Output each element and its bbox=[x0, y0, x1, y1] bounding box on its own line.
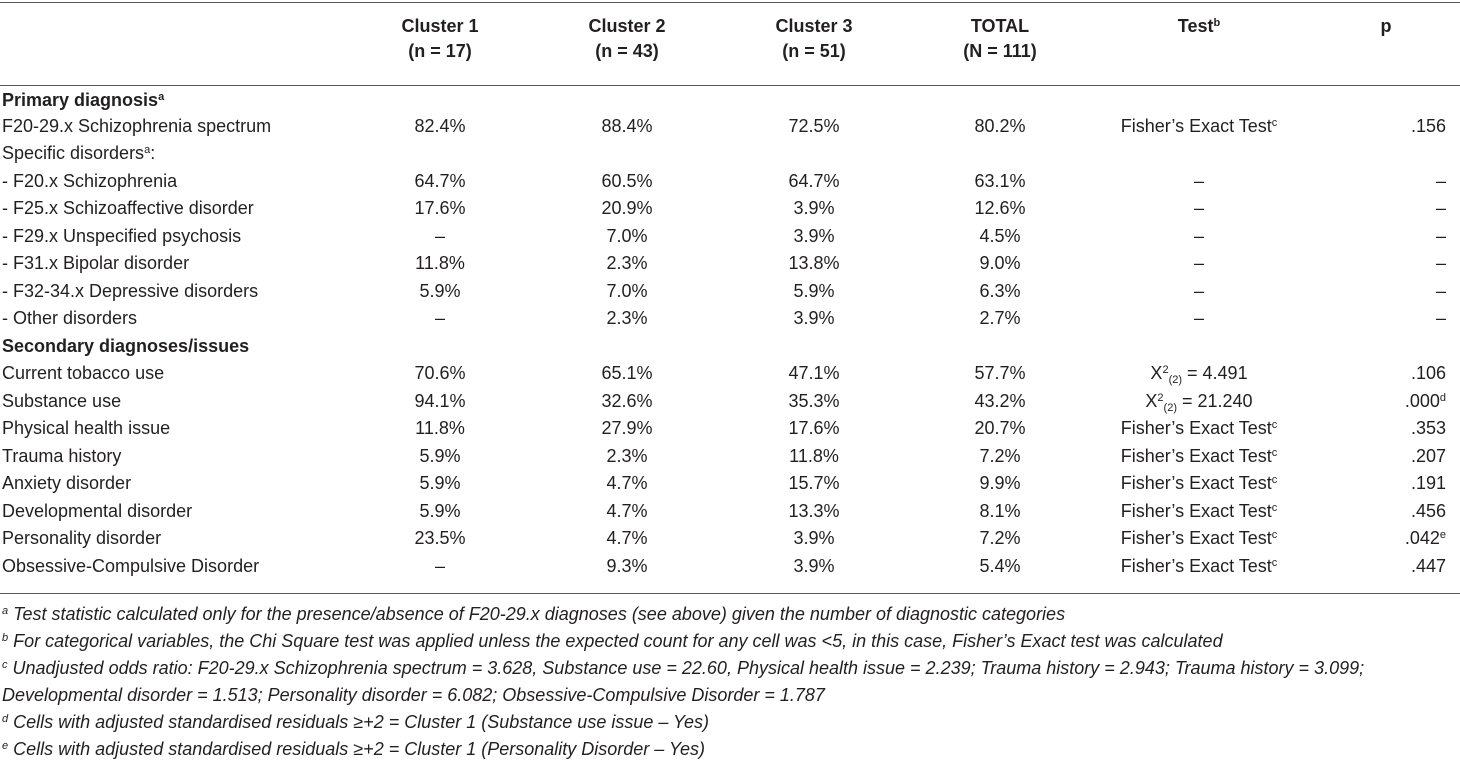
table-row bbox=[0, 360, 1460, 388]
row-label-text: - Other disorders bbox=[2, 308, 138, 329]
table-row bbox=[0, 305, 1460, 333]
header-total-name: TOTAL bbox=[970, 16, 1030, 36]
chi-superscript: 2 bbox=[1162, 364, 1169, 377]
section-title-text: Secondary diagnoses/issues bbox=[2, 335, 250, 356]
p-value-text: – bbox=[1435, 198, 1446, 219]
row-label bbox=[0, 525, 340, 553]
row-label bbox=[0, 223, 340, 251]
row-test-text: Fisher’s Exact Test bbox=[1120, 418, 1272, 439]
section-title bbox=[0, 85, 1460, 113]
table-row bbox=[0, 250, 1460, 278]
cell-cluster-3: 3.9% bbox=[793, 308, 835, 329]
cell-cluster-3: 3.9% bbox=[793, 528, 835, 549]
table-row bbox=[0, 525, 1460, 553]
row-test bbox=[1086, 278, 1312, 306]
row-test-text: – bbox=[1193, 170, 1204, 191]
cell-p-value bbox=[1312, 360, 1460, 388]
cell-cluster-3: 3.9% bbox=[793, 225, 835, 246]
header-row bbox=[0, 2, 1460, 85]
p-value-text: .207 bbox=[1410, 445, 1446, 466]
row-test-text: Fisher’s Exact Test bbox=[1120, 473, 1272, 494]
p-value-footnote-mark: e bbox=[1439, 529, 1446, 542]
cell-cluster-2: 2.3% bbox=[606, 308, 648, 329]
cell-total: 4.5% bbox=[979, 225, 1021, 246]
row-label bbox=[0, 250, 340, 278]
row-test-footnote-mark: c bbox=[1271, 501, 1278, 514]
row-label bbox=[0, 140, 340, 168]
row-label-footnote-mark: a bbox=[144, 144, 151, 157]
row-label-text: - F32-34.x Depressive disorders bbox=[2, 280, 259, 301]
p-value-text: – bbox=[1435, 308, 1446, 329]
cell-p-value bbox=[1312, 470, 1460, 498]
row-test bbox=[1086, 360, 1312, 388]
header-test-footnote-mark: b bbox=[1213, 17, 1221, 29]
results-table bbox=[0, 2, 1460, 580]
cell-cluster-3: 5.9% bbox=[793, 280, 835, 301]
header-cluster-3-n: (n = 51) bbox=[782, 41, 846, 61]
cell-cluster-2: 2.3% bbox=[606, 253, 648, 274]
chi-symbol: X bbox=[1145, 390, 1158, 411]
footnote-text: For categorical variables, the Chi Square test was applied unless the expected count for any cell was <5, in this case, Fisher’s Exact test was calculated bbox=[8, 631, 1223, 651]
cell-p-value bbox=[1312, 388, 1460, 416]
p-value-text: .191 bbox=[1410, 473, 1446, 494]
row-label-text: F20-29.x Schizophrenia spectrum bbox=[2, 115, 272, 136]
row-test-text: – bbox=[1193, 280, 1204, 301]
section-title bbox=[0, 333, 1460, 361]
row-label-text: Personality disorder bbox=[2, 528, 162, 549]
row-test-text: – bbox=[1193, 198, 1204, 219]
p-value-text: .000 bbox=[1404, 390, 1440, 411]
cell-cluster-2: 27.9% bbox=[601, 418, 653, 439]
p-value-text: .447 bbox=[1410, 555, 1446, 576]
cell-p-value bbox=[1312, 443, 1460, 471]
table-row bbox=[0, 168, 1460, 196]
cell-p-value bbox=[1312, 498, 1460, 526]
footnote-text: Unadjusted odds ratio: F20-29.x Schizophrenia spectrum = 3.628, Substance use = 22.60, Physical health issue = 2.239; Trauma history = 2.943; Trauma history = 3.099; Developmental disorder = 1.513; Personality disorder = 6.082; Obsessive-Compulsive Disorder = 1.787 bbox=[2, 658, 1365, 705]
cell-cluster-1: 17.6% bbox=[414, 198, 466, 219]
cell-cluster-2: 60.5% bbox=[601, 170, 653, 191]
footnote-mark: e bbox=[2, 740, 9, 752]
cell-p-value bbox=[1312, 223, 1460, 251]
p-value-text: – bbox=[1435, 280, 1446, 301]
row-label-text: - F31.x Bipolar disorder bbox=[2, 253, 190, 274]
p-value-text: .456 bbox=[1410, 500, 1446, 521]
row-test bbox=[1086, 470, 1312, 498]
cell-cluster-2: 9.3% bbox=[606, 555, 648, 576]
row-test-footnote-mark: c bbox=[1271, 556, 1278, 569]
row-label bbox=[0, 113, 340, 141]
row-test-text: Fisher’s Exact Test bbox=[1120, 528, 1272, 549]
footnote-c bbox=[2, 655, 1452, 709]
row-test-footnote-mark: c bbox=[1271, 116, 1278, 129]
cell-total: 12.6% bbox=[974, 198, 1026, 219]
cell-p-value bbox=[1312, 250, 1460, 278]
cell-p-value bbox=[1312, 305, 1460, 333]
table-row bbox=[0, 498, 1460, 526]
cell-p-value bbox=[1312, 415, 1460, 443]
cell-cluster-1: 94.1% bbox=[414, 390, 466, 411]
row-label-text: Trauma history bbox=[2, 445, 122, 466]
p-value-text: – bbox=[1435, 253, 1446, 274]
footnote-b bbox=[2, 628, 1452, 655]
row-test bbox=[1086, 525, 1312, 553]
header-cluster-1-n: (n = 17) bbox=[408, 41, 472, 61]
row-label-text: - F25.x Schizoaffective disorder bbox=[2, 198, 254, 219]
header-cluster-1-name: Cluster 1 bbox=[401, 16, 479, 36]
table-row bbox=[0, 195, 1460, 223]
cell-cluster-2: 4.7% bbox=[606, 473, 648, 494]
cell-cluster-3: 11.8% bbox=[789, 445, 839, 466]
cell-total: 7.2% bbox=[979, 445, 1021, 466]
row-label-text: Physical health issue bbox=[2, 418, 171, 439]
cell-cluster-3: 13.8% bbox=[788, 253, 840, 274]
table-row bbox=[0, 388, 1460, 416]
table-row bbox=[0, 443, 1460, 471]
row-label bbox=[0, 278, 340, 306]
cell-cluster-1: 11.8% bbox=[415, 418, 465, 439]
cell-total: 63.1% bbox=[974, 170, 1026, 191]
row-label bbox=[0, 498, 340, 526]
table-row bbox=[0, 223, 1460, 251]
header-label bbox=[0, 2, 340, 85]
cell-cluster-3 bbox=[714, 140, 914, 168]
footnote-d bbox=[2, 709, 1452, 736]
cell-cluster-1: 5.9% bbox=[419, 473, 461, 494]
row-test bbox=[1086, 498, 1312, 526]
cell-cluster-1: – bbox=[434, 225, 445, 246]
row-test bbox=[1086, 388, 1312, 416]
cell-total: 5.4% bbox=[979, 555, 1021, 576]
table-row bbox=[0, 553, 1460, 581]
cell-p-value bbox=[1312, 140, 1460, 168]
chi-subscript: (2) bbox=[1168, 374, 1183, 387]
cell-cluster-2: 4.7% bbox=[606, 500, 648, 521]
cell-total: 80.2% bbox=[974, 115, 1026, 136]
p-value-text: – bbox=[1435, 170, 1446, 191]
footnote-mark: c bbox=[2, 659, 8, 671]
cell-total: 7.2% bbox=[979, 528, 1021, 549]
cell-p-value bbox=[1312, 278, 1460, 306]
footnote-mark: d bbox=[2, 713, 9, 725]
row-test-text: – bbox=[1193, 253, 1204, 274]
cell-cluster-2: 7.0% bbox=[606, 280, 648, 301]
table-body bbox=[0, 85, 1460, 580]
row-label-text: Obsessive-Compulsive Disorder bbox=[2, 555, 260, 576]
chi-value: = 21.240 bbox=[1177, 390, 1253, 411]
row-label-text: - F20.x Schizophrenia bbox=[2, 170, 178, 191]
cell-cluster-2: 88.4% bbox=[601, 115, 653, 136]
row-test-text: Fisher’s Exact Test bbox=[1120, 115, 1272, 136]
cell-total: 57.7% bbox=[974, 363, 1026, 384]
row-test-footnote-mark: c bbox=[1271, 474, 1278, 487]
row-label bbox=[0, 168, 340, 196]
table-row bbox=[0, 140, 1460, 168]
footnote-mark: b bbox=[2, 632, 9, 644]
cell-cluster-2: 32.6% bbox=[601, 390, 653, 411]
p-value-footnote-mark: d bbox=[1439, 391, 1446, 404]
row-label-suffix: : bbox=[150, 143, 156, 164]
cell-cluster-2: 4.7% bbox=[606, 528, 648, 549]
cell-cluster-2 bbox=[540, 140, 714, 168]
cell-cluster-3: 35.3% bbox=[788, 390, 840, 411]
footnote-text: Cells with adjusted standardised residuals ≥+2 = Cluster 1 (Substance use issue – Yes) bbox=[8, 712, 710, 732]
p-value-text: – bbox=[1435, 225, 1446, 246]
cell-cluster-3: 3.9% bbox=[793, 555, 835, 576]
row-test-text: Fisher’s Exact Test bbox=[1120, 555, 1272, 576]
cell-cluster-1: 5.9% bbox=[419, 500, 461, 521]
row-test-text: Fisher’s Exact Test bbox=[1120, 445, 1272, 466]
section-row bbox=[0, 85, 1460, 113]
cell-p-value bbox=[1312, 113, 1460, 141]
table-row bbox=[0, 113, 1460, 141]
row-label-text: Anxiety disorder bbox=[2, 473, 132, 494]
cell-cluster-1: 64.7% bbox=[414, 170, 466, 191]
header-cluster-1 bbox=[340, 2, 540, 85]
cell-cluster-1: 82.4% bbox=[414, 115, 466, 136]
cell-cluster-2: 20.9% bbox=[601, 198, 653, 219]
cell-cluster-1: 70.6% bbox=[414, 363, 466, 384]
row-label-text: Substance use bbox=[2, 390, 122, 411]
row-label bbox=[0, 553, 340, 581]
row-test-footnote-mark: c bbox=[1271, 529, 1278, 542]
p-value-text: .156 bbox=[1410, 115, 1446, 136]
footnote-e bbox=[2, 736, 1452, 763]
header-cluster-2-n: (n = 43) bbox=[595, 41, 659, 61]
cell-cluster-1: 23.5% bbox=[414, 528, 466, 549]
cell-cluster-3: 17.6% bbox=[788, 418, 840, 439]
cell-total: 8.1% bbox=[979, 500, 1021, 521]
cell-cluster-2: 7.0% bbox=[606, 225, 648, 246]
footnote-text: Test statistic calculated only for the presence/absence of F20-29.x diagnoses (see above) given the number of diagnostic categories bbox=[8, 604, 1066, 624]
section-title-footnote-mark: a bbox=[158, 91, 165, 104]
row-label bbox=[0, 443, 340, 471]
section-row bbox=[0, 333, 1460, 361]
footnote-text: Cells with adjusted standardised residuals ≥+2 = Cluster 1 (Personality Disorder – Yes) bbox=[8, 739, 706, 759]
row-test-footnote-mark: c bbox=[1271, 446, 1278, 459]
row-test bbox=[1086, 140, 1312, 168]
p-value-text: .042 bbox=[1404, 528, 1440, 549]
row-label-text: Specific disorders bbox=[2, 143, 145, 164]
header-total-n: (N = 111) bbox=[963, 41, 1037, 61]
bottom-rule bbox=[0, 593, 1460, 594]
cell-p-value bbox=[1312, 525, 1460, 553]
row-test bbox=[1086, 553, 1312, 581]
cell-cluster-1: 11.8% bbox=[415, 253, 465, 274]
cell-total: 2.7% bbox=[979, 308, 1021, 329]
header-total bbox=[914, 2, 1086, 85]
row-test-text: Fisher’s Exact Test bbox=[1120, 500, 1272, 521]
row-label-text: - F29.x Unspecified psychosis bbox=[2, 225, 242, 246]
row-label bbox=[0, 388, 340, 416]
cell-p-value bbox=[1312, 553, 1460, 581]
cell-cluster-1: 5.9% bbox=[419, 280, 461, 301]
cell-total: 43.2% bbox=[974, 390, 1026, 411]
table-row bbox=[0, 415, 1460, 443]
row-test bbox=[1086, 223, 1312, 251]
cell-cluster-2: 65.1% bbox=[601, 363, 653, 384]
row-label bbox=[0, 360, 340, 388]
chi-superscript: 2 bbox=[1157, 391, 1164, 404]
row-test bbox=[1086, 113, 1312, 141]
cell-cluster-1 bbox=[340, 140, 540, 168]
cell-cluster-1: – bbox=[434, 308, 445, 329]
table-row bbox=[0, 470, 1460, 498]
header-cluster-3 bbox=[714, 2, 914, 85]
section-title-text: Primary diagnosis bbox=[2, 90, 159, 111]
row-test bbox=[1086, 443, 1312, 471]
chi-symbol: X bbox=[1150, 363, 1163, 384]
row-label bbox=[0, 305, 340, 333]
cell-cluster-3: 15.7% bbox=[788, 473, 840, 494]
cell-total: 20.7% bbox=[974, 418, 1026, 439]
chi-value: = 4.491 bbox=[1182, 363, 1248, 384]
p-value-text: .106 bbox=[1410, 363, 1446, 384]
header-cluster-2-name: Cluster 2 bbox=[588, 16, 666, 36]
footnote-a bbox=[2, 601, 1452, 628]
cell-cluster-2: 2.3% bbox=[606, 445, 648, 466]
cell-cluster-3: 13.3% bbox=[788, 500, 840, 521]
chi-subscript: (2) bbox=[1163, 401, 1177, 414]
cell-p-value bbox=[1312, 195, 1460, 223]
row-label-text: Developmental disorder bbox=[2, 500, 193, 521]
row-label-text: Current tobacco use bbox=[2, 363, 165, 384]
footnotes bbox=[2, 601, 1452, 763]
row-test bbox=[1086, 195, 1312, 223]
row-label bbox=[0, 195, 340, 223]
row-test-text: – bbox=[1193, 225, 1204, 246]
row-label bbox=[0, 415, 340, 443]
row-test bbox=[1086, 250, 1312, 278]
table-row bbox=[0, 278, 1460, 306]
row-test-footnote-mark: c bbox=[1271, 419, 1278, 432]
cell-cluster-1: – bbox=[434, 555, 445, 576]
header-p: p bbox=[1380, 16, 1392, 36]
row-test bbox=[1086, 305, 1312, 333]
header-test bbox=[1086, 2, 1312, 85]
row-label bbox=[0, 470, 340, 498]
cell-p-value bbox=[1312, 168, 1460, 196]
row-test bbox=[1086, 415, 1312, 443]
cell-cluster-3: 47.1% bbox=[788, 363, 840, 384]
p-value-text: .353 bbox=[1410, 418, 1446, 439]
cell-cluster-3: 3.9% bbox=[793, 198, 835, 219]
header-cluster-3-name: Cluster 3 bbox=[775, 16, 853, 36]
header-test-label: Test bbox=[1177, 16, 1214, 36]
header-cluster-2 bbox=[540, 2, 714, 85]
row-test-text: – bbox=[1193, 308, 1204, 329]
cell-total: 9.0% bbox=[979, 253, 1021, 274]
cell-cluster-3: 64.7% bbox=[788, 170, 840, 191]
cell-total bbox=[914, 140, 1086, 168]
footnote-mark: a bbox=[2, 605, 9, 617]
cell-cluster-3: 72.5% bbox=[788, 115, 840, 136]
cell-total: 9.9% bbox=[979, 473, 1021, 494]
cell-total: 6.3% bbox=[979, 280, 1021, 301]
cell-cluster-1: 5.9% bbox=[419, 445, 461, 466]
row-test bbox=[1086, 168, 1312, 196]
